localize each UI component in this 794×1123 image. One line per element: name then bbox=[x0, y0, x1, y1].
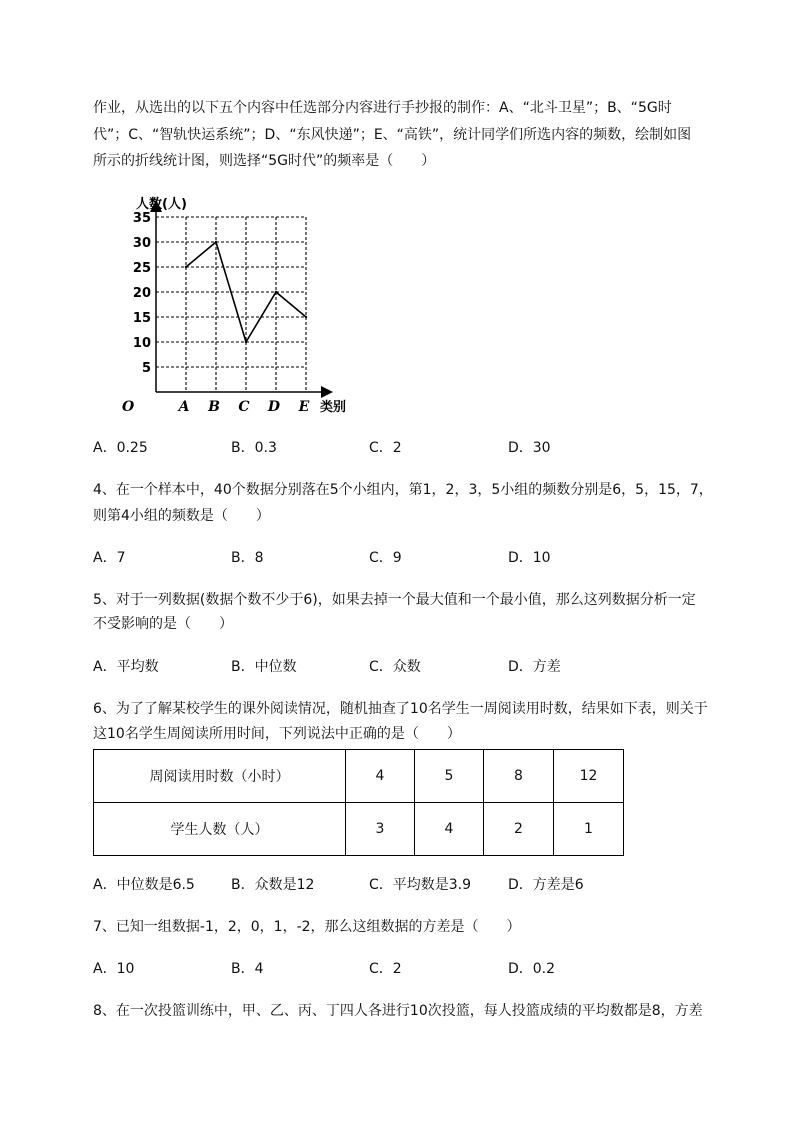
x-tick-label: C bbox=[238, 399, 250, 415]
q6-option-d[interactable]: D．方差是6 bbox=[508, 877, 584, 893]
y-tick-label: 10 bbox=[132, 336, 151, 351]
table-cell: 4 bbox=[415, 803, 484, 856]
chart-axes bbox=[156, 203, 330, 392]
q7-text-line1: 7、已知一组数据-1，2，0，1，-2，那么这组数据的方差是（ ） bbox=[93, 919, 521, 935]
table-cell: 12 bbox=[554, 750, 624, 803]
y-tick-label: 20 bbox=[132, 286, 151, 301]
q6-option-a[interactable]: A．中位数是6.5 bbox=[93, 877, 195, 893]
q3-option-a[interactable]: A．0.25 bbox=[93, 440, 148, 456]
y-tick-label: 5 bbox=[141, 361, 151, 376]
line-chart bbox=[112, 192, 347, 417]
y-tick-label: 25 bbox=[132, 261, 151, 276]
y-tick-label: 15 bbox=[132, 311, 151, 326]
q5-option-c[interactable]: C．众数 bbox=[369, 659, 421, 675]
table-cell: 5 bbox=[415, 750, 484, 803]
x-tick-label: A bbox=[178, 399, 190, 415]
table-row-header: 学生人数（人） bbox=[94, 803, 346, 856]
q3-text-line3: 所示的折线统计图，则选择“5G时代”的频率是（ ） bbox=[93, 153, 436, 169]
q6-text-line2: 这10名学生周阅读所用时间，下列说法中正确的是（ ） bbox=[93, 726, 461, 742]
q3-text-line2: 代”；C、“智轨快运系统”；D、“东风快递”；E、“高铁”，统计同学们所选内容的频数，绘制如图 bbox=[93, 127, 692, 143]
q6-option-b[interactable]: B．众数是12 bbox=[231, 877, 315, 893]
q4-option-c[interactable]: C．9 bbox=[369, 550, 402, 566]
chart-origin-label: O bbox=[122, 399, 135, 415]
table-row-header: 周阅读用时数（小时） bbox=[94, 750, 346, 803]
q3-option-c[interactable]: C．2 bbox=[369, 440, 402, 456]
q6-option-c[interactable]: C．平均数是3.9 bbox=[369, 877, 472, 893]
q7-option-b[interactable]: B．4 bbox=[231, 961, 264, 977]
x-tick-label: B bbox=[208, 399, 220, 415]
chart-y-axis-label: 人数(人) bbox=[136, 197, 187, 212]
q5-option-b[interactable]: B．中位数 bbox=[231, 659, 297, 675]
x-tick-label: D bbox=[267, 399, 281, 415]
y-tick-label: 35 bbox=[132, 211, 151, 226]
q5-option-a[interactable]: A．平均数 bbox=[93, 659, 159, 675]
q7-option-d[interactable]: D．0.2 bbox=[508, 961, 556, 977]
q3-option-d[interactable]: D．30 bbox=[508, 440, 551, 456]
q3-option-b[interactable]: B．0.3 bbox=[231, 440, 277, 456]
x-tick-label: E bbox=[298, 399, 310, 415]
q6-text-line1: 6、为了了解某校学生的课外阅读情况，随机抽查了10名学生一周阅读用时数，结果如下表，则关于 bbox=[93, 701, 708, 717]
chart-grid bbox=[156, 217, 306, 392]
reading-time-table bbox=[93, 749, 624, 856]
q4-option-b[interactable]: B．8 bbox=[231, 550, 264, 566]
q5-text-line2: 不受影响的是（ ） bbox=[93, 616, 233, 632]
q5-text-line1: 5、对于一列数据(数据个数不少于6)，如果去掉一个最大值和一个最小值，那么这列数据分析一定 bbox=[93, 592, 696, 608]
q4-option-a[interactable]: A．7 bbox=[93, 550, 126, 566]
q5-option-d[interactable]: D．方差 bbox=[508, 659, 561, 675]
q4-text-line2: 则第4小组的频数是（ ） bbox=[93, 508, 270, 524]
q3-text-line1: 作业，从选出的以下五个内容中任选部分内容进行手抄报的制作：A、“北斗卫星”；B、“5G时 bbox=[93, 100, 672, 116]
q7-option-c[interactable]: C．2 bbox=[369, 961, 402, 977]
q7-option-a[interactable]: A．10 bbox=[93, 961, 135, 977]
table-cell: 3 bbox=[346, 803, 415, 856]
table-cell: 4 bbox=[346, 750, 415, 803]
table-cell: 8 bbox=[484, 750, 554, 803]
chart-x-axis-label: 类别 bbox=[320, 400, 347, 415]
q4-option-d[interactable]: D．10 bbox=[508, 550, 551, 566]
table-cell: 2 bbox=[484, 803, 554, 856]
q8-text-line1: 8、在一次投篮训练中，甲、乙、丙、丁四人各进行10次投篮，每人投篮成绩的平均数都是8，方差 bbox=[93, 1003, 703, 1019]
q4-text-line1: 4、在一个样本中，40个数据分别落在5个小组内，第1，2，3，5小组的频数分别是6，5，15，7， bbox=[93, 482, 713, 498]
y-tick-label: 30 bbox=[132, 236, 151, 251]
table-cell: 1 bbox=[554, 803, 624, 856]
table-row bbox=[94, 750, 624, 803]
table-row bbox=[94, 803, 624, 856]
